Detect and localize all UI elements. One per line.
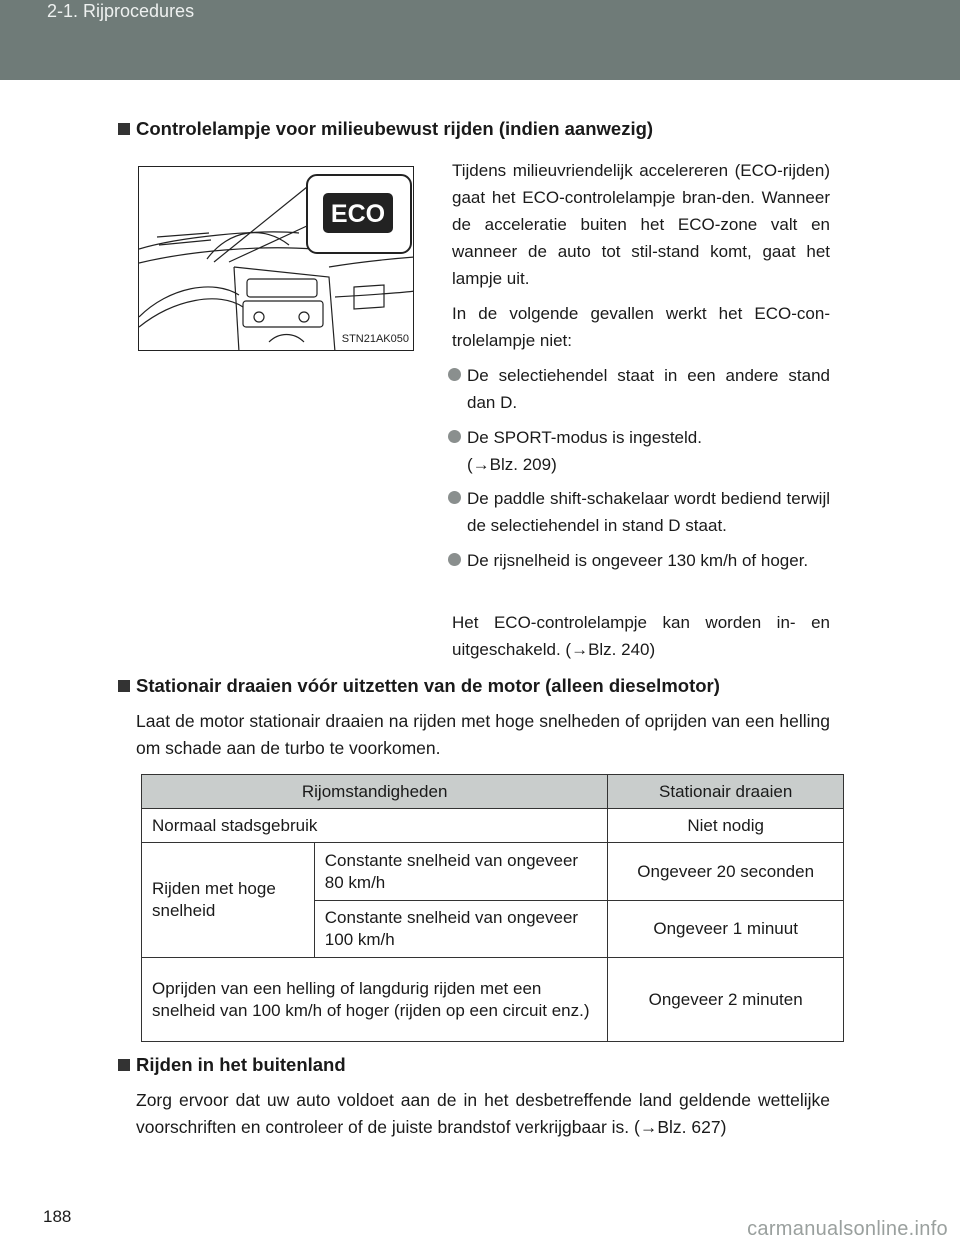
page-number: 188 <box>43 1207 72 1226</box>
table-row <box>142 809 844 843</box>
dashboard-drawing-icon <box>139 167 414 351</box>
section-heading-abroad: Rijden in het buitenland <box>118 1054 346 1076</box>
round-bullet-icon <box>448 491 461 504</box>
round-bullet-icon <box>448 368 461 381</box>
idle-paragraph: Laat de motor stationair draaien na rijden met hoge snelheden of oprijden van een helling om schade aan de turbo te voorkomen. <box>136 711 830 758</box>
table-row <box>142 843 844 901</box>
header-title: 2-1. Rijprocedures <box>47 1 195 21</box>
eco-dashboard-illustration <box>138 166 414 351</box>
watermark: carmanualsonline.info <box>747 1218 948 1240</box>
table-cell: Niet nodig <box>608 809 844 843</box>
square-bullet-icon <box>118 1059 130 1071</box>
table-cell: Ongeveer 20 seconden <box>608 843 844 901</box>
eco-icon-label: ECO <box>330 200 386 228</box>
table-header-cell: Rijomstandigheden <box>142 775 608 809</box>
list-item: De selectiehendel staat in een andere stand dan D. <box>448 362 830 416</box>
idle-table <box>141 774 844 1042</box>
section-heading-eco: Controlelampje voor milieubewust rijden (indien aanwezig) <box>118 118 653 140</box>
table-cell: Rijden met hoge snelheid <box>142 843 315 958</box>
table-cell: Constante snelheid van ongeveer 100 km/h <box>314 901 608 958</box>
table-header-row <box>142 775 844 809</box>
table-cell: Constante snelheid van ongeveer 80 km/h <box>314 843 608 901</box>
abroad-paragraph: Zorg ervoor dat uw auto voldoet aan de in het desbetreffende land geldende wettelijke voorschriften en controleer of de juiste brandstof verkrijgbaar is. (→Blz. 627) <box>136 1090 830 1137</box>
section-heading-idle: Stationair draaien vóór uitzetten van de motor (alleen dieselmotor) <box>118 675 720 697</box>
illustration-code: STN21AK050 <box>341 333 409 345</box>
round-bullet-icon <box>448 553 461 566</box>
eco-paragraph-3: Het ECO-controlelampje kan worden in- en uitgeschakeld. (→Blz. 240) <box>452 613 830 659</box>
eco-paragraph-1: Tijdens milieuvriendelijk accelereren (ECO-rijden) gaat het ECO-controlelampje bran-den. Wanneer de acceleratie buiten het ECO-zone valt en wanneer de auto tot stil-stand komt, gaat het lampje uit. <box>452 161 830 288</box>
eco-paragraph-2: In de volgende gevallen werkt het ECO-con-trolelampje niet: <box>452 304 830 350</box>
page-header <box>0 0 960 80</box>
square-bullet-icon <box>118 123 130 135</box>
table-cell: Normaal stadsgebruik <box>142 809 608 843</box>
table-row <box>142 958 844 1042</box>
list-item: De SPORT-modus is ingesteld. (→Blz. 209) <box>448 424 830 478</box>
table-cell: Ongeveer 2 minuten <box>608 958 844 1042</box>
list-item: De rijsnelheid is ongeveer 130 km/h of hoger. <box>448 547 830 574</box>
round-bullet-icon <box>448 430 461 443</box>
list-item: De paddle shift-schakelaar wordt bediend terwijl de selectiehendel in stand D staat. <box>448 485 830 539</box>
square-bullet-icon <box>118 680 130 692</box>
table-header-cell: Stationair draaien <box>608 775 844 809</box>
table-cell: Ongeveer 1 minuut <box>608 901 844 958</box>
table-cell: Oprijden van een helling of langdurig rijden met een snelheid van 100 km/h of hoger (rijden op een circuit enz.) <box>142 958 608 1042</box>
